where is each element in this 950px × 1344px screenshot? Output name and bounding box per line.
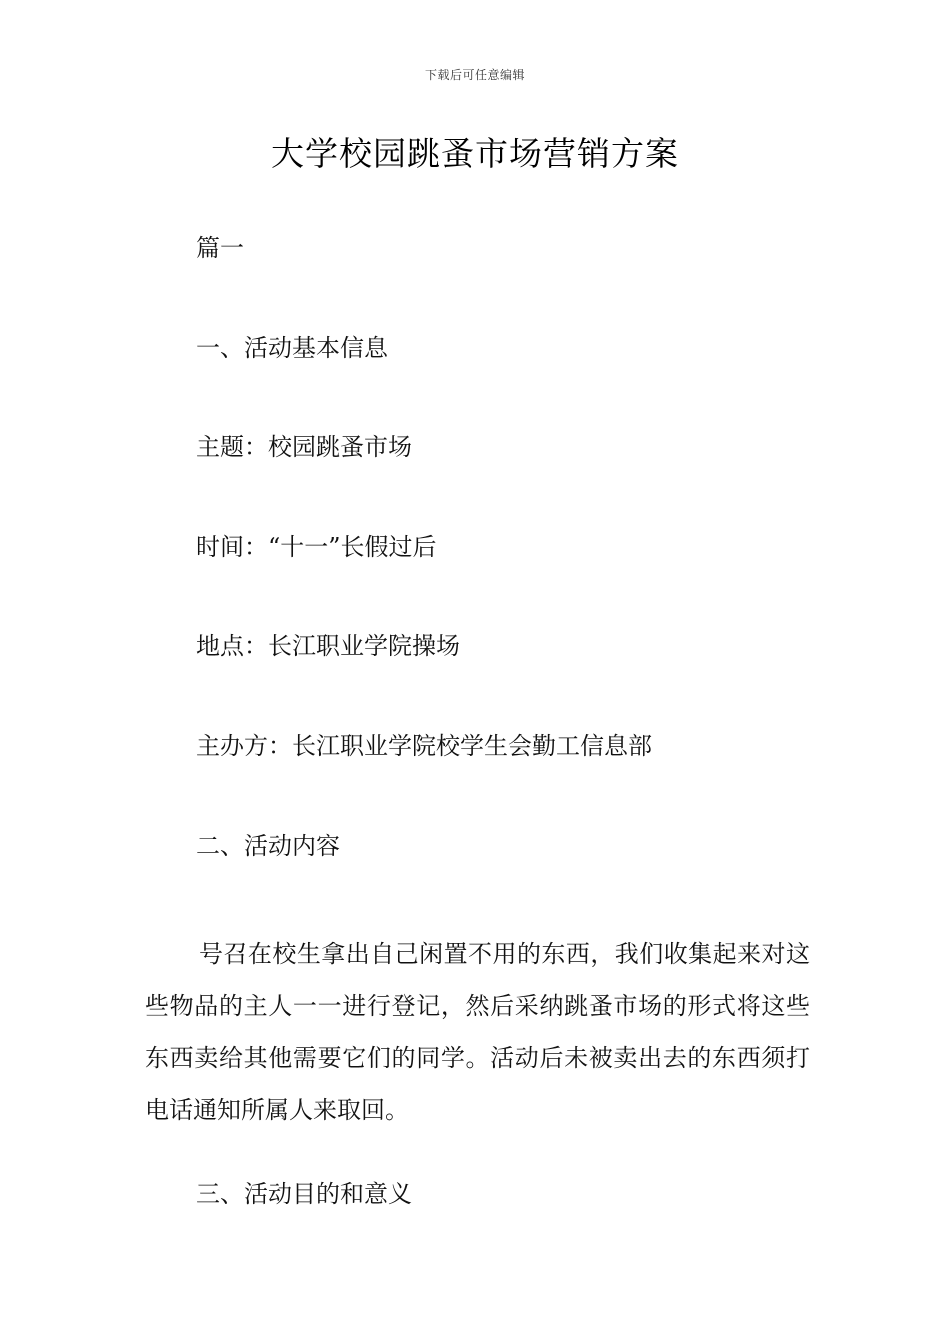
header-note: 下载后可任意编辑	[424, 68, 525, 82]
section-heading-content: 二、活动内容	[196, 832, 340, 860]
document-title: 大学校园跳蚤市场营销方案	[271, 134, 679, 173]
section-heading-purpose: 三、活动目的和意义	[196, 1180, 412, 1208]
organizer-line: 主办方：长江职业学院校学生会勤工信息部	[196, 732, 652, 760]
section-heading-basic-info: 一、活动基本信息	[196, 334, 388, 362]
time-line: 时间：“十一”长假过后	[196, 533, 437, 561]
content-paragraph: 号召在校生拿出自己闲置不用的东西，我们收集起来对这些物品的主人一一进行登记，然后采纳跳蚤市场的形式将这些东西卖给其他需要它们的同学。活动后未被卖出去的东西须打电话通知所属人来取回。	[145, 940, 810, 1124]
part-label: 篇一	[196, 234, 244, 262]
theme-line: 主题：校园跳蚤市场	[196, 433, 412, 461]
place-line: 地点：长江职业学院操场	[196, 632, 460, 660]
